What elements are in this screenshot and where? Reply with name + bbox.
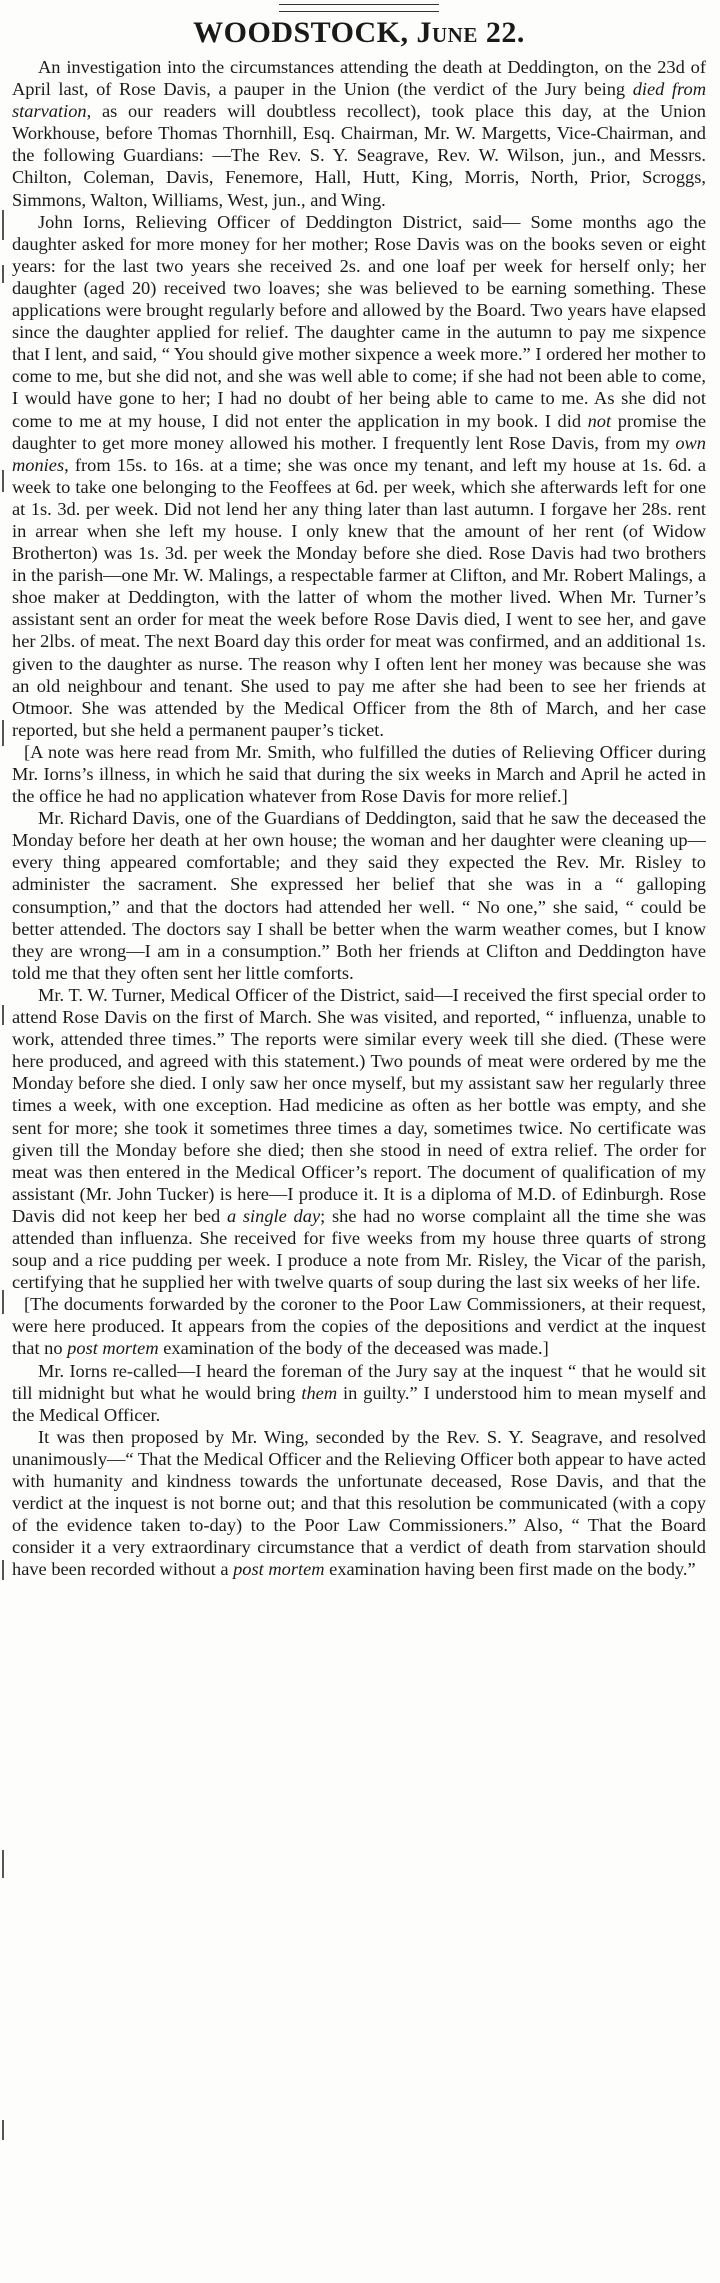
paragraph-documents-note: [The documents forwarded by the coroner to the Poor Law Commissioners, at their request, were here produced. It appears from the copies of the depositions and verdict at the inquest that no post mortem examination of the body of the deceased was made.] — [12, 1294, 706, 1359]
header-rule — [279, 4, 439, 12]
paragraph-iorns-testimony: John Iorns, Relieving Officer of Deddington District, said— Some months ago the daughter asked for more money for her mother; Rose Davis was on the books seven or eight years: for the last two years she received 2s. and one loaf per week for herself only; her daughter (aged 20) received two loaves; she was believed to be earning something. These applications were brought regularly before and allowed by the Board. Two years have elapsed since the daughter applied for relief. The daughter came in the autumn to pay me sixpence that I lent, and said, “ You should give mother sixpence a week more.” I ordered her mother to come to me, but she did not, and she was well able to come; if she had not been able to come, I would have gone to her; I had no doubt of her being able to came to me. As she did not come to me at my house, I did not enter the application in my book. I did not promise the daughter to get more money allowed his mother. I frequently lent Rose Davis, from my own monies, from 15s. to 16s. at a time; she was once my tenant, and left my house at 1s. 6d. a week to take one belonging to the Feoffees at 6d. per week, which she afterwards left for one at 1s. 3d. per week. Did not lend her any thing later than last autumn. I forgave her 28s. rent in arrear when she left my house. I only knew that the amount of her rent (of Widow Brotherton) was 1s. 3d. per week the Monday before she died. Rose Davis had two brothers in the parish—one Mr. W. Malings, a respectable farmer at Clifton, and Mr. Robert Malings, a shoe maker at Deddington, with the latter of whom the mother lived. When Mr. Turner’s assistant sent an order for meat the week before Rose Davis died, I went to see her, and gave her 2lbs. of meat. The next Board day this order for meat was confirmed, and an additional 1s. given to the daughter as nurse. The reason why I often lent her money was because she was an old neighbour and tenant. She used to pay me after she had been to see her friends at Otmoor. She was attended by the Medical Officer from the 8th of March, and her case reported, but she held a permanent pauper’s ticket. — [12, 211, 706, 740]
paragraph-iorns-recalled: Mr. Iorns re-called—I heard the foreman of the Jury say at the inquest “ that he would sit till midnight but what he would bring them in guilty.” I understood him to mean myself and the Medical Officer. — [12, 1360, 706, 1425]
paragraph-smith-note: [A note was here read from Mr. Smith, who fulfilled the duties of Relieving Officer during Mr. Iorns’s illness, in which he said that during the six weeks in March and April he acted in the office he had no application whatever from Rose Davis for more relief.] — [12, 741, 706, 807]
paragraph-turner-testimony: Mr. T. W. Turner, Medical Officer of the District, said—I received the first special order to attend Rose Davis on the first of March. She was visited, and reported, “ influenza, unable to work, attended three times.” The reports were similar every week till she died. (These were here produced, and agreed with this statement.) Two pounds of meat were ordered by me the Monday before she died. I only saw her once myself, but my assistant saw her regularly three times a week, with one exception. Had medicine as often as her bottle was empty, and she sent for more; she took it sometimes three times a day, sometimes twice. No certificate was given till the Monday before she died; then she stood in need of extra relief. The order for meat was then entered in the Medical Officer’s report. The document of qualification of my assistant (Mr. John Tucker) is here—I produce it. It is a diploma of M.D. of Edinburgh. Rose Davis did not keep her bed a single day; she had no worse complaint all the time she was attended than influenza. She received for five weeks from my house three quarts of strong soup and a rice pudding per week. I produce a note from Mr. Risley, the Vicar of the parish, certifying that he supplied her with twelve quarts of soup during the last six weeks of her life. — [12, 984, 706, 1293]
dateline-place: WOODSTOCK, — [193, 16, 409, 49]
paragraph-resolution: It was then proposed by Mr. Wing, seconded by the Rev. S. Y. Seagrave, and resolved unanimously—“ That the Medical Officer and the Relieving Officer both appear to have acted with humanity and kindness towards the unfortunate deceased, Rose Davis, and that the verdict at the inquest is not borne out; and that this resolution be communicated (with a copy of the evidence taken to-day) to the Poor Law Commissioners.” Also, “ That the Board consider it a very extraordinary circumstance that a verdict of death from starvation should have been recorded without a post mortem examination having been first made on the body.” — [12, 1426, 706, 1580]
dateline — [12, 16, 706, 50]
paragraph-davis-testimony: Mr. Richard Davis, one of the Guardians of Deddington, said that he saw the deceased the Monday before her death at her own house; the woman and her daughter were cleaning up— every thing appeared comfortable; and they said they expected the Rev. Mr. Risley to administer the sacrament. She expressed her belief that she was in a “ galloping consumption,” and that the doctors had attended her well. “ No one,” she said, “ could be better attended. The doctors say I shall be better when the warm weather comes, but I know they are wrong—I am in a consumption.” Both her friends at Clifton and Deddington have told me that they often sent her little comforts. — [12, 808, 706, 983]
paragraph-investigation: An investigation into the circumstances attending the death at Deddington, on the 23d of April last, of Rose Davis, a pauper in the Union (the verdict of the Jury being died from starvation, as our readers will doubtless recollect), took place this day, at the Union Workhouse, before Thomas Thornhill, Esq. Chairman, Mr. W. Margetts, Vice-Chairman, and the following Guardians: —The Rev. S. Y. Seagrave, Rev. W. Wilson, jun., and Messrs. Chilton, Coleman, Davis, Fenemore, Hall, Hutt, King, Morris, North, Prior, Scroggs, Simmons, Walton, Williams, West, jun., and Wing. — [12, 57, 706, 210]
dateline-date: June 22. — [416, 16, 525, 49]
newspaper-column — [12, 0, 706, 2283]
page-edge-marks — [0, 0, 10, 2283]
